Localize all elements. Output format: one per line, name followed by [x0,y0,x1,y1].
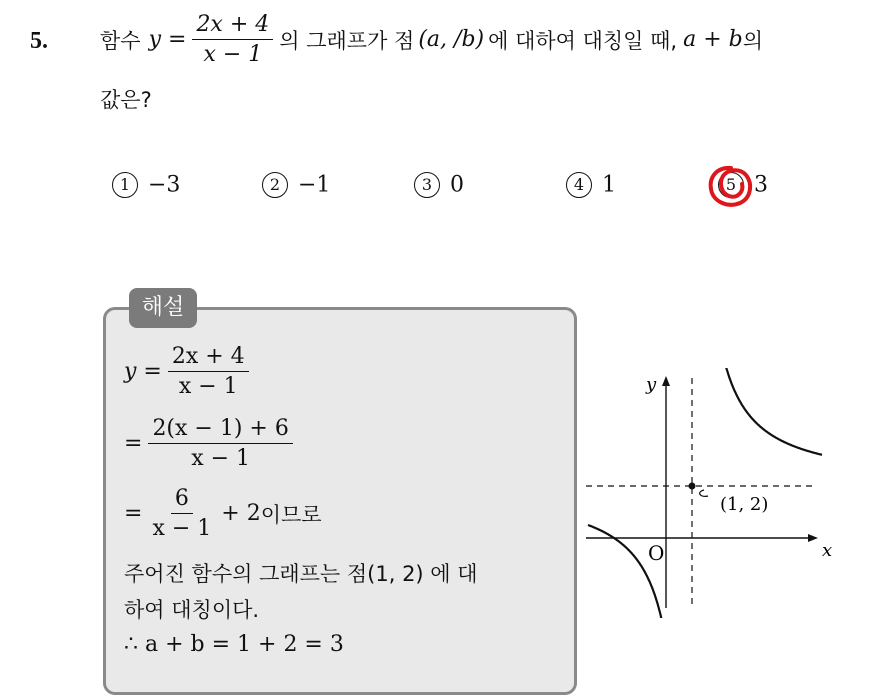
solution-line-2 [124,416,299,471]
choice-1-value: −3 [148,172,181,198]
y-axis-label: y [646,374,657,395]
solution-line-3 [124,486,322,541]
solution-line-3-num: 6 [171,486,193,514]
solution-line-1-fraction [168,344,249,399]
question-number: 5. [30,28,48,54]
choice-4[interactable] [566,172,616,198]
y-axis-arrow-icon [662,376,670,386]
question-expr-suffix: 의 [742,28,764,53]
point-label-pointer [700,490,708,496]
solution-line-3-den: x − 1 [152,516,212,541]
solution-line-2-lhs: = [124,431,143,456]
question-point: (a, /b) [418,27,485,52]
choice-2-value: −1 [298,172,331,198]
choice-4-marker: 4 [566,172,592,198]
question-fraction-den: x − 1 [203,42,263,67]
solution-tag: 해설 [129,288,197,328]
solution-line-2-num: 2(x − 1) + 6 [148,416,292,444]
solution-line-5: 하여 대칭이다. [124,598,260,622]
x-axis-label: x [822,540,833,561]
hyperbola-graph [580,368,880,618]
solution-line-2-fraction [148,416,292,471]
answer-mark-icon [706,164,756,210]
solution-line-3-tail-kr: 이므로 [260,502,322,527]
question-line-1 [100,12,763,67]
choice-3[interactable] [414,172,464,198]
question-expr: a + b [683,27,743,52]
choice-2-marker: 2 [262,172,288,198]
choice-1-marker: 1 [112,172,138,198]
solution-line-1-den: x − 1 [178,374,238,399]
choice-2[interactable] [262,172,330,198]
question-lhs: y = [148,27,187,52]
question-fraction-num: 2x + 4 [192,12,273,40]
question-fraction [192,12,273,67]
choice-3-value: 0 [450,172,464,198]
solution-line-1-lhs: y = [124,359,162,384]
curve-right-branch [695,368,822,455]
choice-5-value: 3 [754,172,768,198]
solution-line-4: 주어진 함수의 그래프는 점(1, 2) 에 대 [124,562,478,586]
solution-line-3-fraction [148,486,215,541]
question-line-2: 값은? [100,88,152,112]
solution-line-2-den: x − 1 [191,446,251,471]
choice-3-marker: 3 [414,172,440,198]
choice-4-value: 1 [602,172,616,198]
choice-1[interactable] [112,172,180,198]
center-point [689,483,696,490]
solution-line-1 [124,344,255,399]
solution-line-3-tail: + 2 [221,501,261,526]
question-middle: 의 그래프가 점 [279,28,415,53]
solution-line-3-lhs: = [124,501,143,526]
origin-label: O [648,541,665,565]
point-label: (1, 2) [720,494,769,515]
solution-line-6: ∴ a + b = 1 + 2 = 3 [124,632,344,657]
question-prefix: 함수 [100,28,141,53]
x-axis-arrow-icon [808,534,818,542]
curve-left-branch [588,525,688,618]
question-suffix: 에 대하여 대칭일 때, [488,28,678,53]
solution-line-1-num: 2x + 4 [168,344,249,372]
choice-5-marker: 5 [718,172,744,198]
answer-mark-stroke [711,168,750,205]
